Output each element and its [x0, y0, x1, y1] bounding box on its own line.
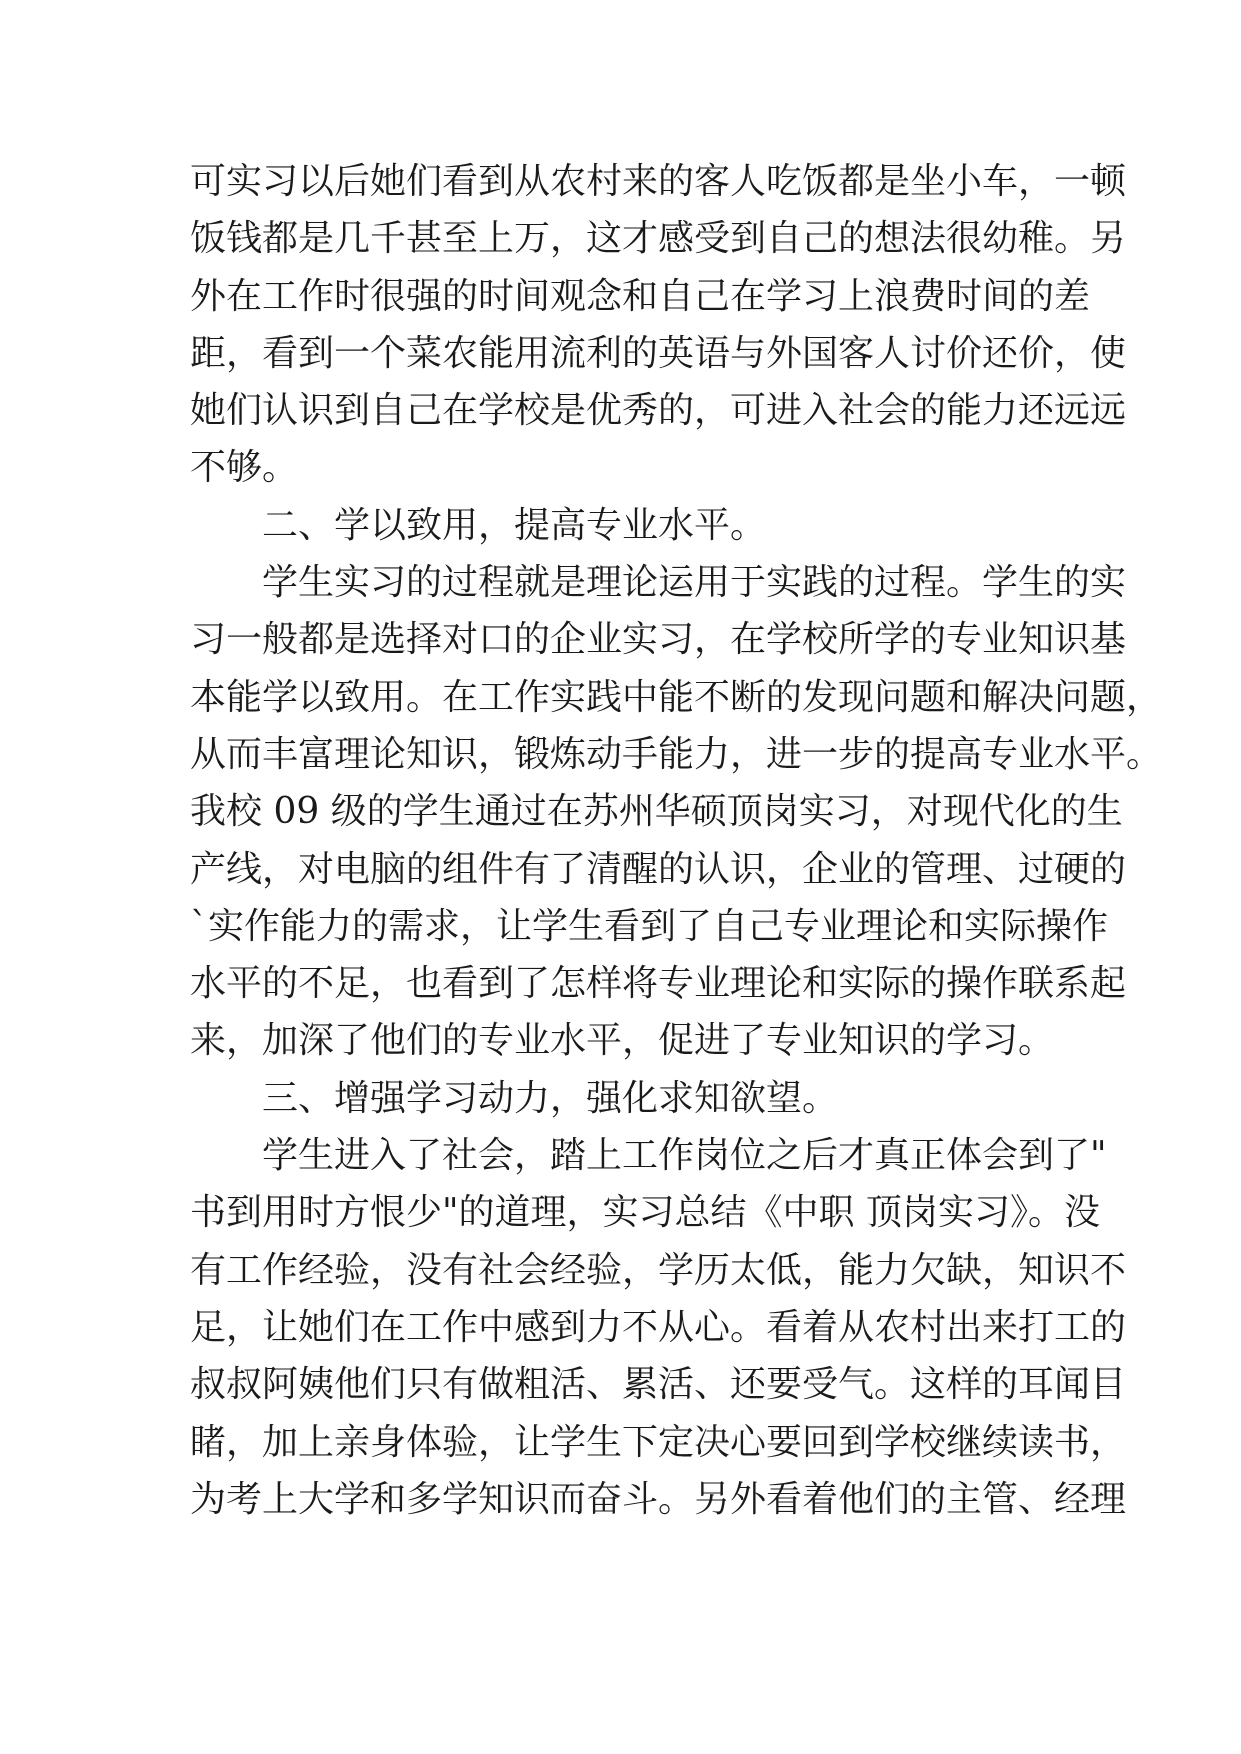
- text-line: 本能学以致用。在工作实践中能不断的发现问题和解决问题，: [190, 676, 1163, 718]
- text-line: 学生实习的过程就是理论运用于实践的过程。学生的实: [262, 562, 1127, 604]
- text-line: 三、增强学习动力，强化求知欲望。: [262, 1077, 839, 1119]
- body-text: [190, 153, 1163, 1528]
- text-line: 饭钱都是几千甚至上万，这才感受到自己的想法很幼稚。另: [190, 218, 1127, 260]
- text-line: 有工作经验，没有社会经验，学历太低，能力欠缺，知识不: [190, 1249, 1127, 1291]
- text-line: 水平的不足，也看到了怎样将专业理论和实际的操作联系起: [190, 963, 1127, 1005]
- text-line: 书到用时方恨少"的道理，实习总结《中职 顶岗实习》。没: [190, 1192, 1101, 1234]
- text-line: 她们认识到自己在学校是优秀的，可进入社会的能力还远远: [190, 390, 1127, 432]
- text-line: 学生进入了社会，踏上工作岗位之后才真正体会到了": [262, 1135, 1107, 1177]
- text-line: 叔叔阿姨他们只有做粗活、累活、还要受气。这样的耳闻目: [190, 1364, 1127, 1406]
- text-line: 睹，加上亲身体验，让学生下定决心要回到学校继续读书，: [190, 1421, 1127, 1463]
- text-line: 习一般都是选择对口的企业实习，在学校所学的专业知识基: [190, 619, 1127, 661]
- text-line: 外在工作时很强的时间观念和自己在学习上浪费时间的差: [190, 275, 1091, 317]
- text-line: 可实习以后她们看到从农村来的客人吃饭都是坐小车，一顿: [190, 161, 1127, 202]
- text-line: 从而丰富理论知识，锻炼动手能力，进一步的提高专业水平。: [190, 733, 1163, 775]
- text-line: `实作能力的需求，让学生看到了自己专业理论和实际操作: [190, 905, 1109, 947]
- text-line: 距，看到一个菜农能用流利的英语与外国客人讨价还价，使: [190, 332, 1127, 374]
- text-line: 我校 09 级的学生通过在苏州华硕顶岗实习，对现代化的生: [190, 791, 1123, 833]
- text-line: 来，加深了他们的专业水平，促进了专业知识的学习。: [190, 1020, 1055, 1062]
- text-line: 为考上大学和多学知识而奋斗。另外看着他们的主管、经理: [190, 1478, 1127, 1520]
- text-line: 二、学以致用，提高专业水平。: [262, 504, 767, 546]
- text-line: 不够。: [190, 447, 299, 489]
- text-line: 足，让她们在工作中感到力不从心。看着从农村出来打工的: [190, 1306, 1127, 1348]
- text-line: 产线，对电脑的组件有了清醒的认识，企业的管理、过硬的: [190, 848, 1127, 890]
